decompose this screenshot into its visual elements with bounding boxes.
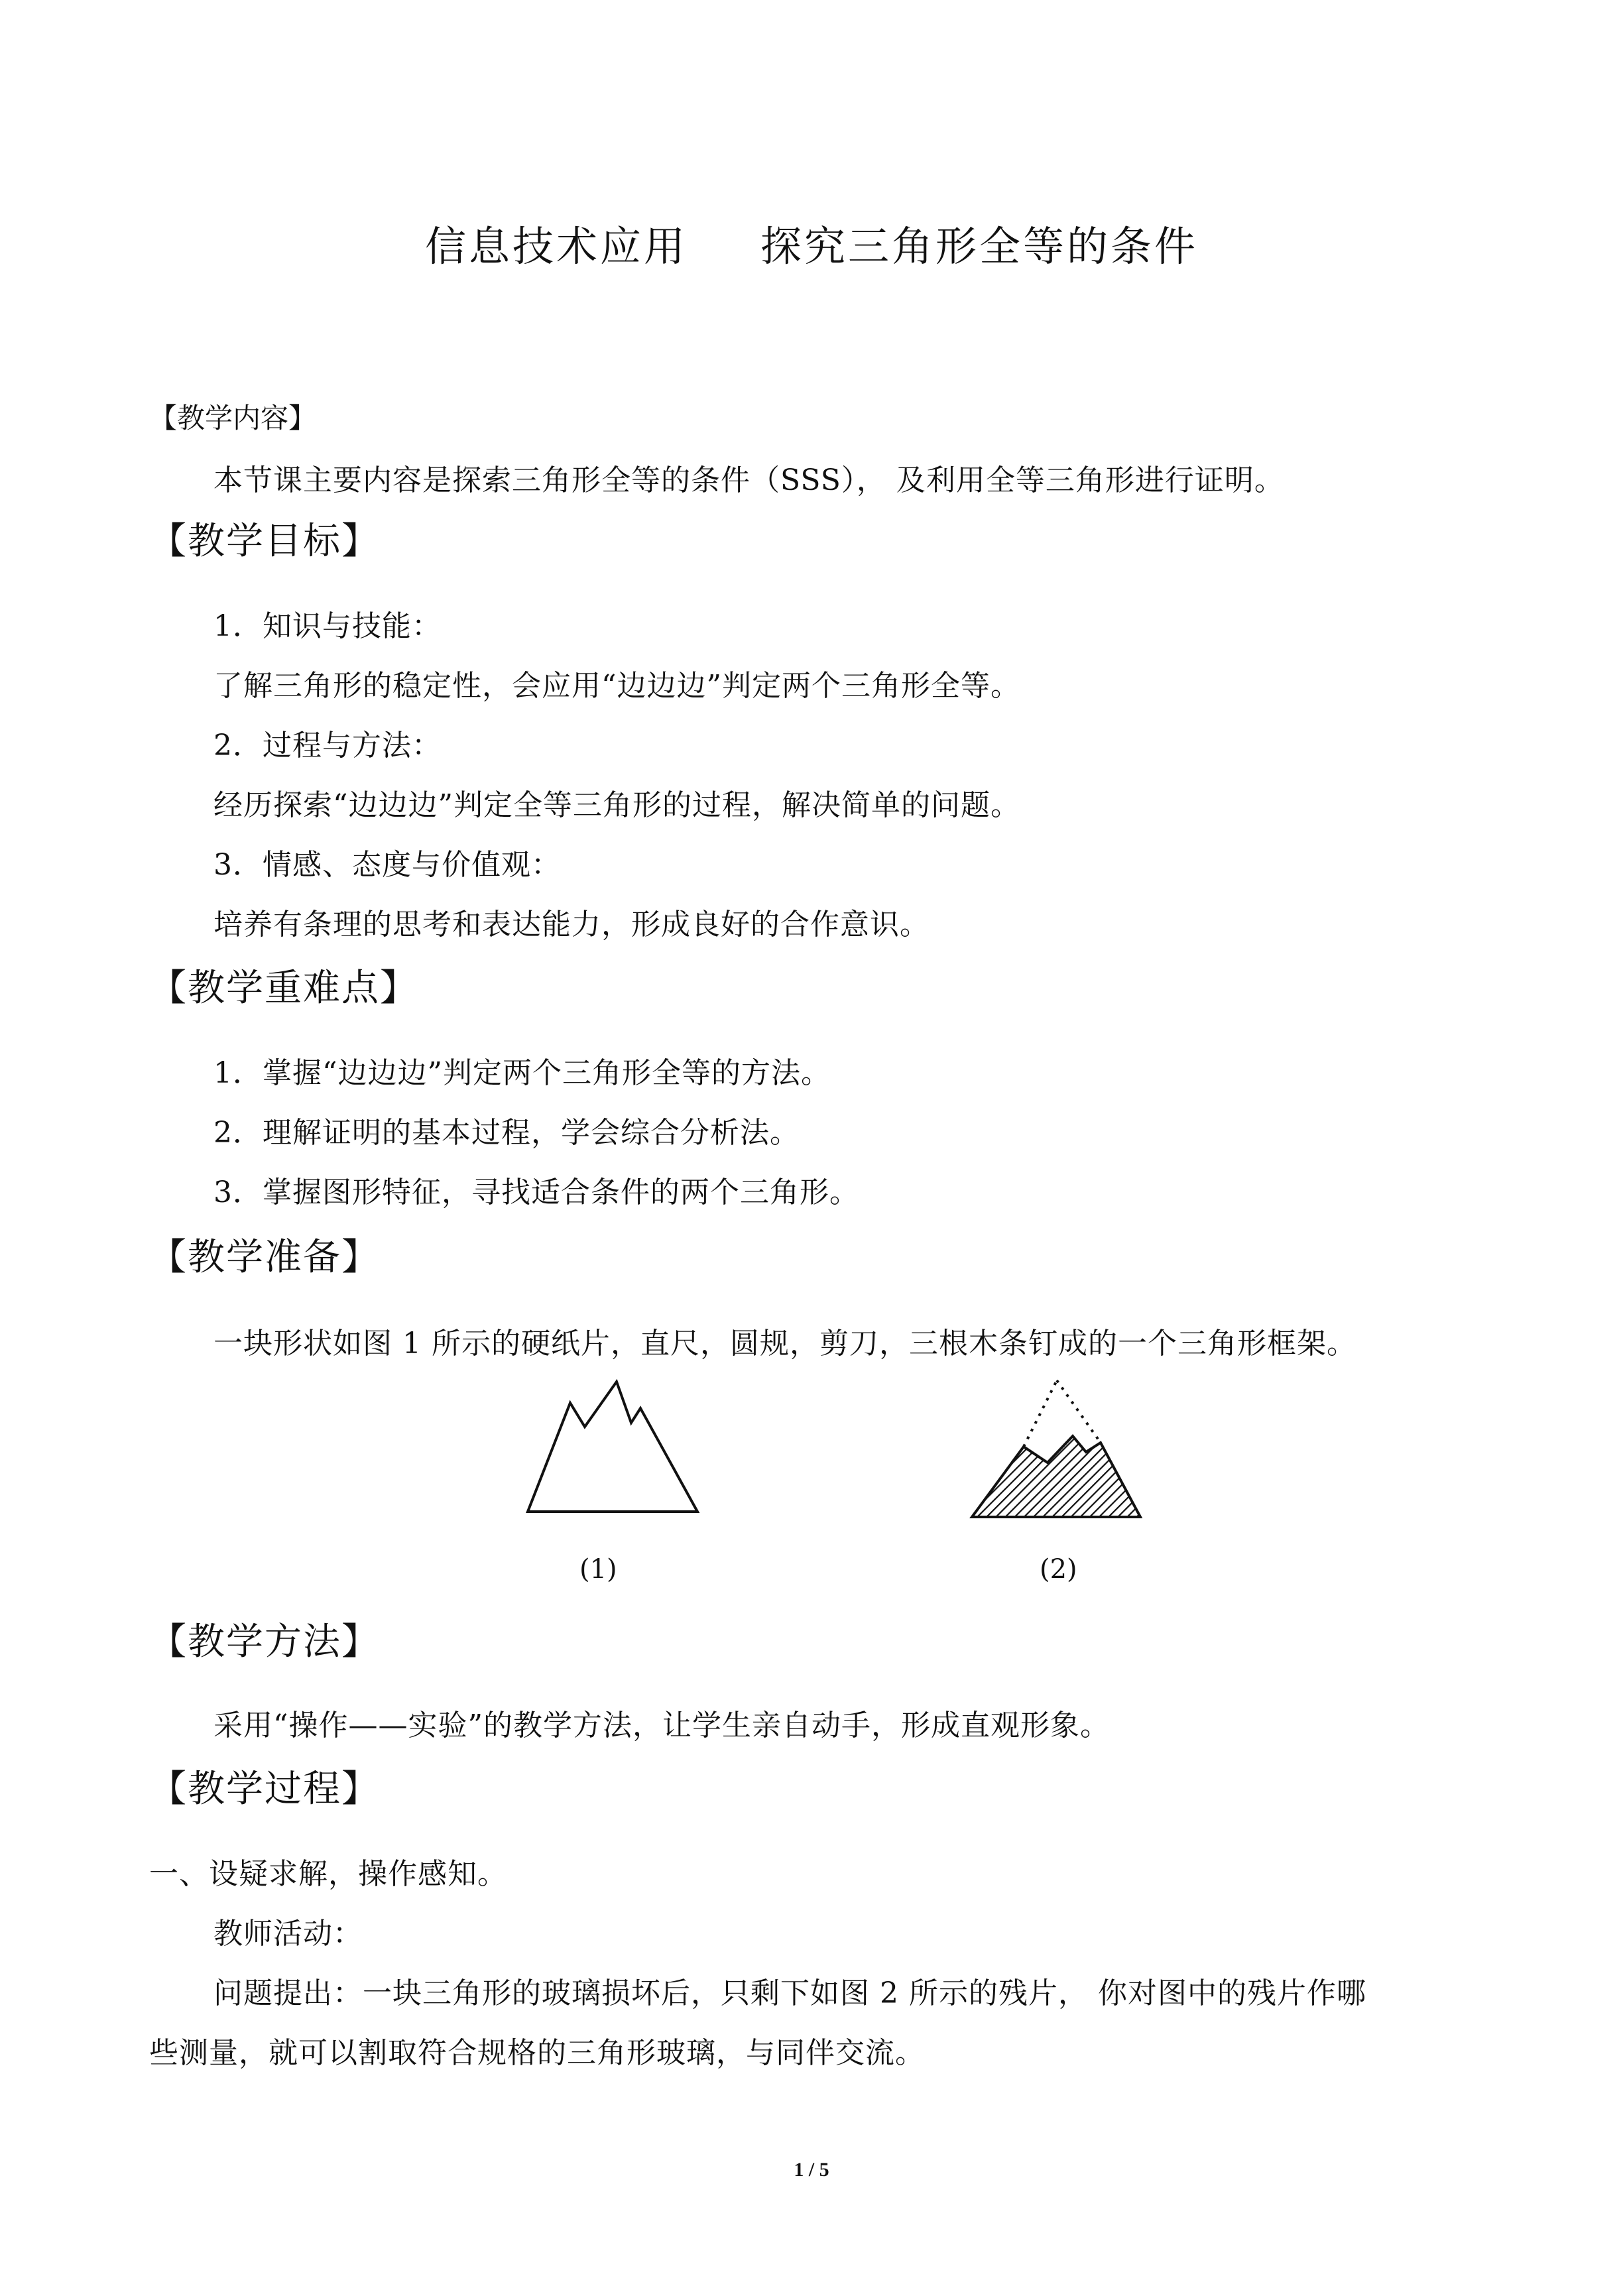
process-question-line-2: 些测量，就可以割取符合规格的三角形玻璃，与同伴交流。 (149, 2036, 925, 2070)
title-part-2: 探究三角形全等的条件 (760, 222, 1199, 271)
objective-item-4: 经历探索“边边边”判定全等三角形的过程，解决简单的问题。 (213, 788, 1020, 822)
objective-item-2: 了解三角形的稳定性，会应用“边边边”判定两个三角形全等。 (213, 669, 1020, 703)
preparation-text: 一块形状如图 1 所示的硬纸片，直尺，圆规，剪刀，三根木条钉成的一个三角形框架。 (213, 1327, 1356, 1360)
heading-objectives: 【教学目标】 (149, 520, 380, 563)
title-part-1: 信息技术应用 (424, 222, 688, 271)
objective-item-3: 2．过程与方法： (213, 729, 442, 762)
page-number: 1 / 5 (794, 2159, 829, 2181)
figure-2-glass-shard (961, 1372, 1160, 1525)
content-text: 本节课主要内容是探索三角形全等的条件（SSS）， 及利用全等三角形进行证明。 (213, 463, 1284, 497)
keypoint-item-3: 3．掌握图形特征，寻找适合条件的两个三角形。 (213, 1176, 859, 1209)
process-section-1: 一、设疑求解，操作感知。 (149, 1857, 507, 1891)
figure-1-cardboard-shape (524, 1372, 709, 1518)
heading-content: 【教学内容】 (149, 402, 317, 434)
page-title (0, 213, 1623, 272)
heading-methods: 【教学方法】 (149, 1620, 380, 1663)
process-question-line-1: 问题提出：一块三角形的玻璃损坏后，只剩下如图 2 所示的残片， 你对图中的残片作哪 (213, 1976, 1366, 2010)
objective-item-1: 1．知识与技能： (213, 609, 442, 643)
heading-preparation: 【教学准备】 (149, 1236, 380, 1279)
keypoint-item-2: 2．理解证明的基本过程，学会综合分析法。 (213, 1116, 800, 1150)
figure-1-caption: (1) (579, 1554, 617, 1585)
figure-2-caption: (2) (1040, 1554, 1077, 1585)
heading-process: 【教学过程】 (149, 1768, 380, 1811)
keypoint-item-1: 1．掌握“边边边”判定两个三角形全等的方法。 (213, 1056, 831, 1090)
objective-item-6: 培养有条理的思考和表达能力，形成良好的合作意识。 (213, 908, 930, 941)
process-teacher-activity: 教师活动： (213, 1917, 363, 1951)
methods-text: 采用“操作——实验”的教学方法，让学生亲自动手，形成直观形象。 (213, 1709, 1110, 1742)
objective-item-5: 3．情感、态度与价值观： (213, 848, 561, 882)
heading-keypoints: 【教学重难点】 (149, 967, 418, 1010)
